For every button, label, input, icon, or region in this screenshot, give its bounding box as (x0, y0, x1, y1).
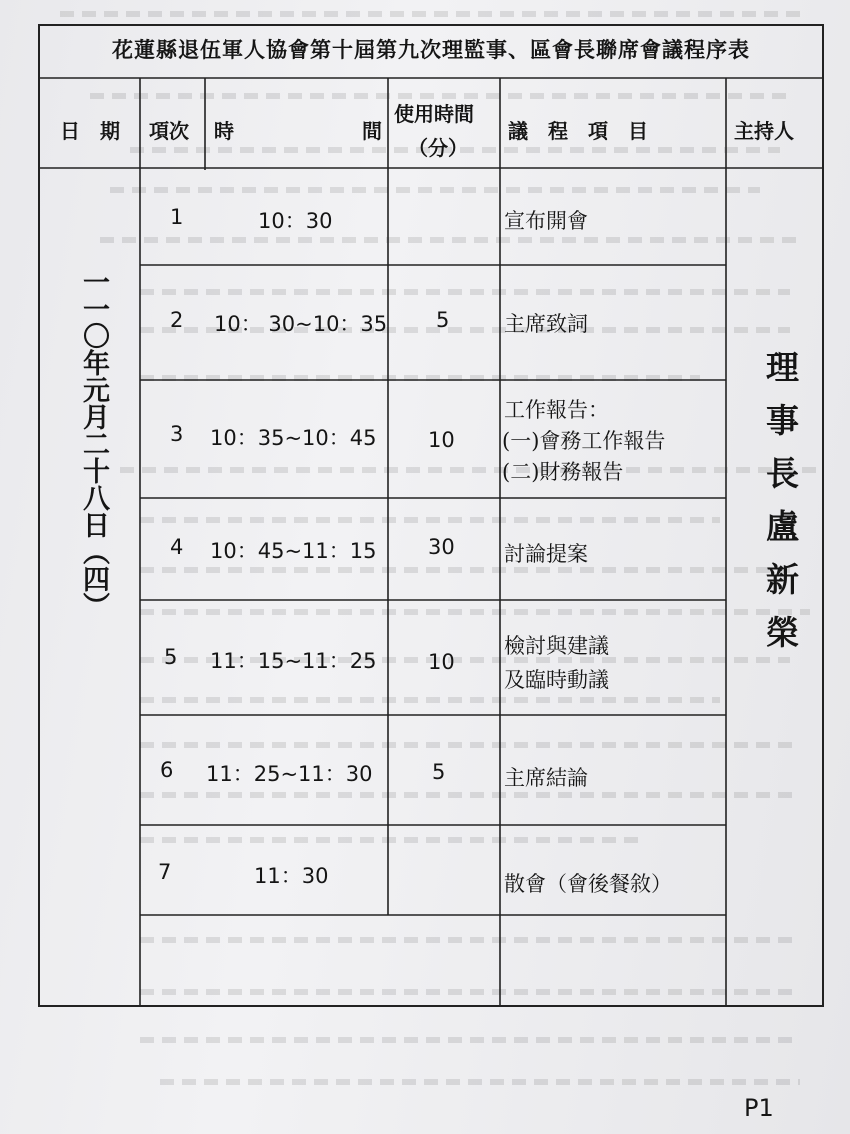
header-host: 主持人 (734, 119, 794, 143)
agenda-5-line1: 檢討與建議 (504, 634, 609, 658)
header-agenda: 議 程 項 目 (508, 119, 648, 143)
duration-3: 10 (428, 428, 455, 452)
time-6: 11：25~11：30 (206, 762, 373, 786)
item-no-3: 3 (170, 422, 184, 446)
item-no-6: 6 (160, 758, 174, 782)
agenda-5-line2: 及臨時動議 (504, 668, 609, 692)
item-no-1: 1 (170, 205, 184, 229)
agenda-7-line1: 散會（會後餐敘） (504, 872, 672, 896)
agenda-3-line1: 工作報告： (504, 398, 609, 422)
time-2: 10： 30~10：35 (214, 312, 388, 336)
header-time-right: 間 (362, 119, 382, 143)
header-duration-line1: 使用時間 (394, 102, 474, 126)
page-number-mark: P1 (744, 1094, 774, 1122)
document-title: 花蓮縣退伍軍人協會第十屆第九次理監事、區會長聯席會議程序表 (112, 37, 750, 62)
time-3: 10：35~10：45 (210, 426, 377, 450)
agenda-6-line1: 主席結論 (504, 766, 588, 790)
agenda-3-line3: (二)財務報告 (502, 460, 624, 484)
time-1: 10：30 (258, 209, 333, 233)
item-no-2: 2 (170, 308, 184, 332)
table-frame (38, 24, 824, 1007)
agenda-1-line1: 宣布開會 (504, 209, 588, 233)
host-name-vertical: 理事長盧新榮 (761, 350, 800, 668)
header-time-left: 時 (214, 119, 234, 143)
agenda-2-line1: 主席致詞 (504, 312, 588, 336)
meeting-date-vertical: 一一〇年元月二十八日（四） (78, 268, 109, 619)
item-no-4: 4 (170, 535, 184, 559)
item-no-7: 7 (158, 860, 172, 884)
time-4: 10：45~11：15 (210, 539, 377, 563)
time-7: 11：30 (254, 864, 329, 888)
time-5: 11：15~11：25 (210, 649, 377, 673)
duration-4: 30 (428, 535, 455, 559)
item-no-5: 5 (164, 645, 178, 669)
header-item-no: 項次 (149, 119, 189, 143)
header-date: 日 期 (60, 119, 120, 143)
header-duration-line2: （分） (408, 136, 468, 160)
agenda-4-line1: 討論提案 (504, 542, 588, 566)
duration-2: 5 (436, 308, 450, 332)
duration-6: 5 (432, 760, 446, 784)
agenda-3-line2: (一)會務工作報告 (502, 429, 666, 453)
duration-5: 10 (428, 650, 455, 674)
